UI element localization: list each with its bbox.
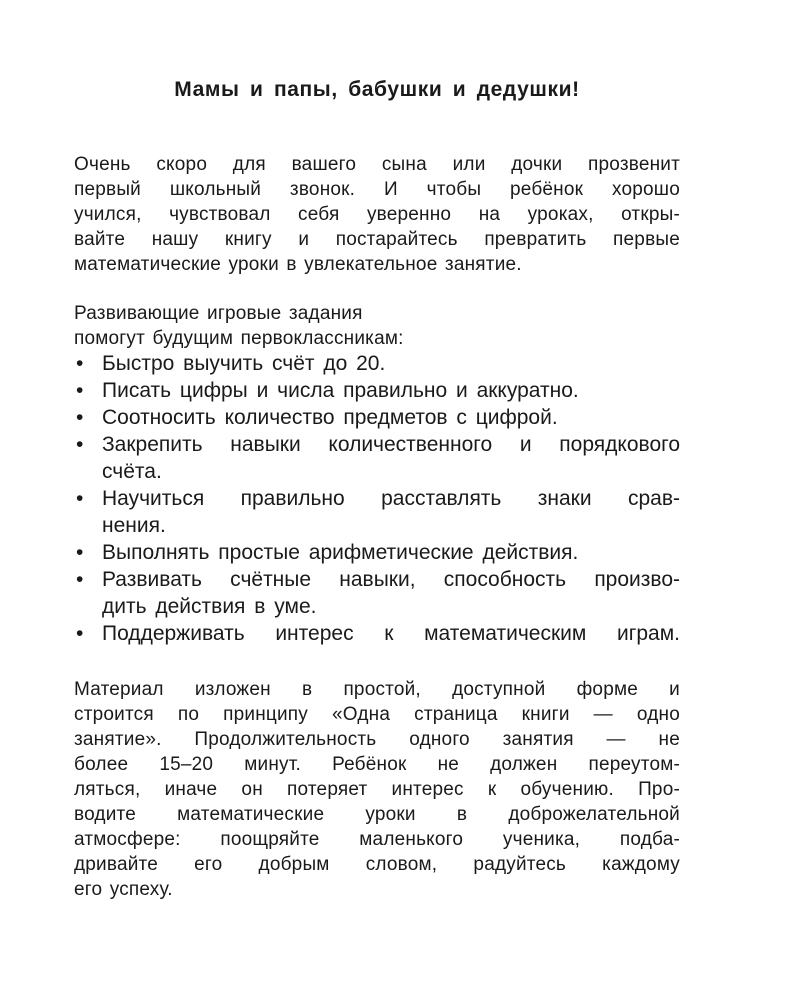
skills-list (74, 350, 680, 647)
lead-line: помогут будущим первоклассникам: (74, 328, 404, 349)
list-item (74, 404, 680, 431)
list-item-text: Развивать счётные навыки, способность произво- (102, 568, 680, 591)
list-item (74, 485, 680, 539)
bullet-icon: • (76, 379, 84, 402)
list-item-text: нения. (102, 514, 166, 537)
list-item-text: Поддерживать интерес к математическим играм. (102, 622, 680, 645)
material-line: ляться, иначе он потеряет интерес к обучению. Про- (74, 779, 680, 800)
list-item (74, 350, 680, 377)
material-line: более 15–20 минут. Ребёнок не должен переутом- (74, 754, 680, 775)
lead-paragraph (74, 301, 680, 351)
list-item-text: дить действия в уме. (102, 595, 317, 618)
material-line: дривайте его добрым словом, радуйтесь каждому (74, 854, 680, 875)
material-line: Материал изложен в простой, доступной форме и (74, 679, 680, 700)
list-item-text: Выполнять простые арифметические действия. (102, 541, 579, 564)
material-line: строится по принципу «Одна страница книги — одно (74, 704, 680, 725)
lead-line: Развивающие игровые задания (74, 303, 363, 324)
bullet-icon: • (76, 568, 84, 591)
material-paragraph (74, 677, 680, 902)
list-item (74, 566, 680, 620)
material-line: занятие». Продолжительность одного занятия — не (74, 729, 680, 750)
material-line: атмосфере: поощряйте маленького ученика, подба- (74, 829, 680, 850)
list-item-text: Соотносить количество предметов с цифрой. (102, 406, 558, 429)
intro-paragraph (74, 152, 680, 277)
intro-line: вайте нашу книгу и постарайтесь превратить первые (74, 229, 680, 250)
list-item-text: Быстро выучить счёт до 20. (102, 352, 386, 375)
list-item (74, 620, 680, 647)
list-item-text: счёта. (102, 460, 162, 483)
bullet-icon: • (76, 541, 84, 564)
list-item (74, 431, 680, 485)
intro-line: первый школьный звонок. И чтобы ребёнок хорошо (74, 179, 680, 200)
intro-line: математические уроки в увлекательное занятие. (74, 254, 522, 275)
intro-line: учился, чувствовал себя уверенно на уроках, откры- (74, 204, 680, 225)
material-line: его успеху. (74, 879, 173, 900)
list-item-text: Писать цифры и числа правильно и аккуратно. (102, 379, 579, 402)
intro-line: Очень скоро для вашего сына или дочки прозвенит (74, 154, 680, 175)
list-item (74, 539, 680, 566)
bullet-icon: • (76, 487, 84, 510)
list-item (74, 377, 680, 404)
bullet-icon: • (76, 433, 84, 456)
page-title: Мамы и папы, бабушки и дедушки! (174, 78, 580, 101)
bullet-icon: • (76, 406, 84, 429)
list-item-text: Научиться правильно расставлять знаки срав- (102, 487, 680, 510)
bullet-icon: • (76, 352, 84, 375)
list-item-text: Закрепить навыки количественного и порядкового (102, 433, 680, 456)
bullet-icon: • (76, 622, 84, 645)
material-line: водите математические уроки в доброжелательной (74, 804, 680, 825)
